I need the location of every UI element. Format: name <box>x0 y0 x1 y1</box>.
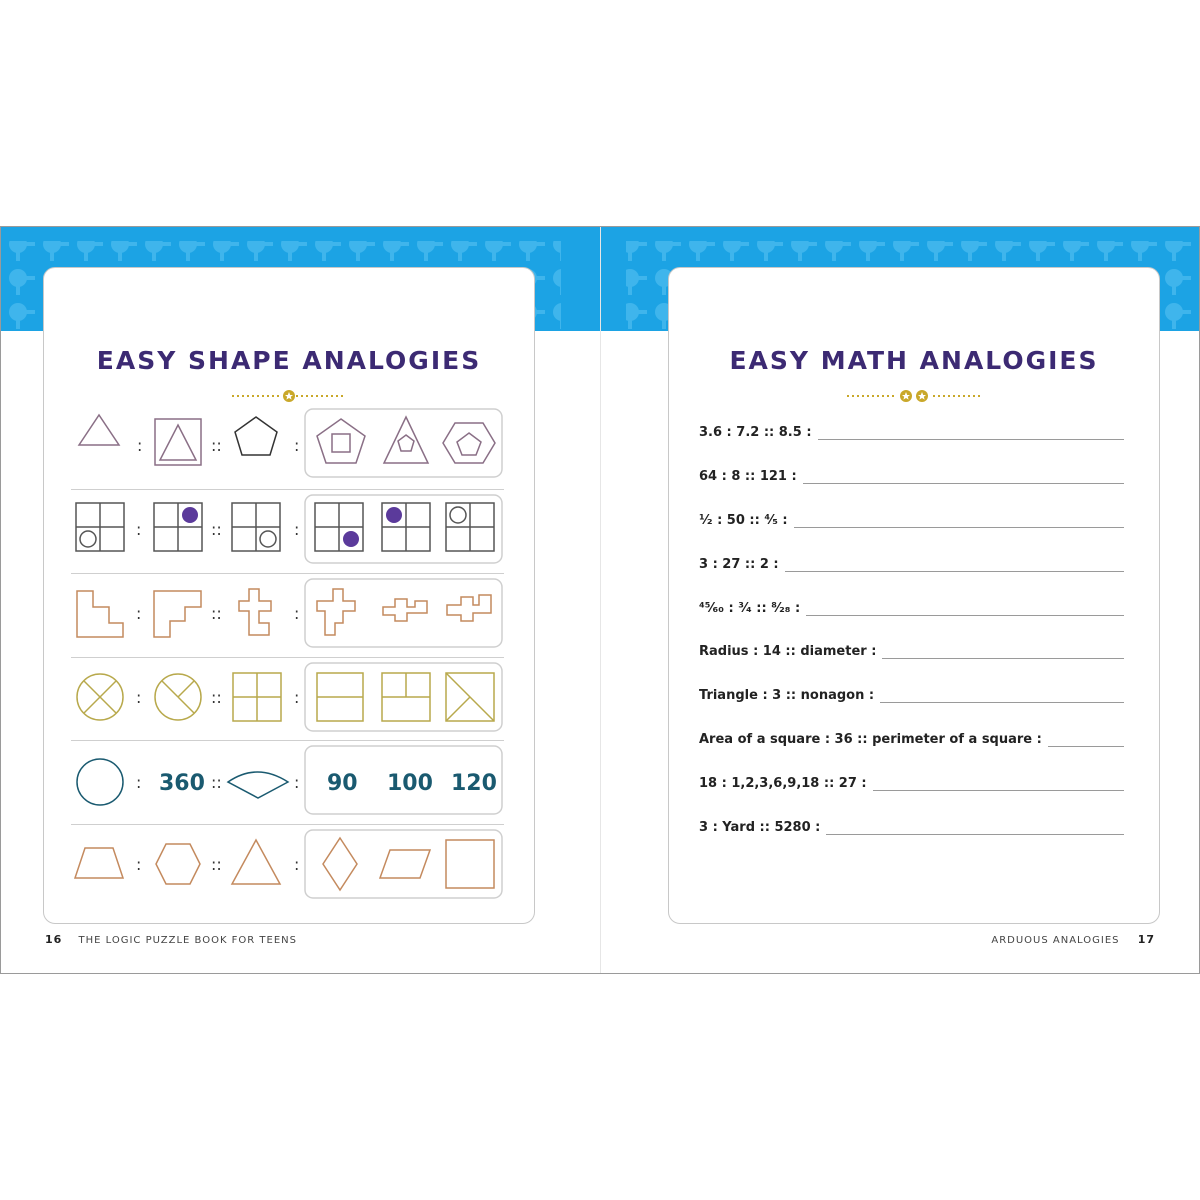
question-line: 3.6 : 7.2 :: 8.5 : <box>699 420 1124 440</box>
question-line: ⁴⁵⁄₆₀ : ³⁄₄ :: ⁸⁄₂₈ : <box>699 596 1124 616</box>
answer-blank[interactable] <box>806 603 1124 616</box>
answer-blank[interactable] <box>1048 734 1124 747</box>
svg-text::: : <box>136 855 142 874</box>
book-title: THE LOGIC PUZZLE BOOK FOR TEENS <box>78 935 297 946</box>
answer-option: 100 <box>387 771 433 796</box>
svg-text::: : <box>294 604 300 623</box>
svg-text::: : <box>294 436 300 455</box>
question-line: 3 : Yard :: 5280 : <box>699 815 1124 835</box>
puzzle-title: EASY MATH ANALOGIES <box>729 346 1099 375</box>
answer-blank[interactable] <box>785 559 1124 572</box>
svg-text:::: :: <box>211 773 222 792</box>
svg-text::: : <box>294 520 300 539</box>
answer-blank[interactable] <box>873 778 1124 791</box>
puzzle-number: 13 <box>892 286 936 321</box>
answer-option: 120 <box>451 771 497 796</box>
star-ornament <box>44 386 534 406</box>
analogy-row-4 <box>33 657 493 737</box>
svg-text:::: :: <box>211 604 222 623</box>
answer-blank[interactable] <box>882 646 1124 659</box>
svg-text::: : <box>136 604 142 623</box>
svg-text:::: :: <box>211 436 222 455</box>
svg-text:::: :: <box>211 855 222 874</box>
puzzle-title: EASY SHAPE ANALOGIES <box>96 346 482 375</box>
analogy-row-5 <box>33 740 497 820</box>
chapter-title: ARDUOUS ANALOGIES <box>991 935 1120 946</box>
analogy-row-6 <box>33 824 493 904</box>
answer-blank[interactable] <box>803 471 1124 484</box>
analogy-row-1 <box>33 405 493 485</box>
page-number: 16 <box>45 933 63 946</box>
full-circle-shape <box>77 759 123 805</box>
svg-text::: : <box>294 773 300 792</box>
question-line: Triangle : 3 :: nonagon : <box>699 683 1124 703</box>
spine <box>600 227 601 973</box>
answer-blank[interactable] <box>794 515 1124 528</box>
answer-blank[interactable] <box>818 427 1124 440</box>
analogy-row-2 <box>33 489 493 569</box>
svg-text::: : <box>294 688 300 707</box>
svg-text:::: :: <box>211 688 222 707</box>
answer-blank[interactable] <box>880 690 1124 703</box>
footer-right <box>991 933 1155 946</box>
svg-text:::: :: <box>211 520 222 539</box>
svg-text::: : <box>294 855 300 874</box>
answer-blank[interactable] <box>826 822 1124 835</box>
page-number: 17 <box>1137 933 1155 946</box>
puzzle-number: 12 <box>267 286 311 321</box>
svg-text::: : <box>136 773 142 792</box>
analogy-row-3 <box>33 573 493 653</box>
degrees-value: 360 <box>159 771 205 796</box>
question-line: 64 : 8 :: 121 : <box>699 464 1124 484</box>
question-line: 3 : 27 :: 2 : <box>699 552 1124 572</box>
two-star-ornament <box>669 386 1159 406</box>
question-line: Radius : 14 :: diameter : <box>699 639 1124 659</box>
svg-text::: : <box>136 688 142 707</box>
svg-text::: : <box>137 436 143 455</box>
sector-shape <box>228 772 288 798</box>
question-line: ¹⁄₂ : 50 :: ⁴⁄₅ : <box>699 508 1124 528</box>
answer-option: 90 <box>327 771 358 796</box>
question-line: 18 : 1,2,3,6,9,18 :: 27 : <box>699 771 1124 791</box>
svg-text::: : <box>136 520 142 539</box>
footer-left <box>45 933 297 946</box>
question-line: Area of a square : 36 :: perimeter of a square : <box>699 727 1124 747</box>
